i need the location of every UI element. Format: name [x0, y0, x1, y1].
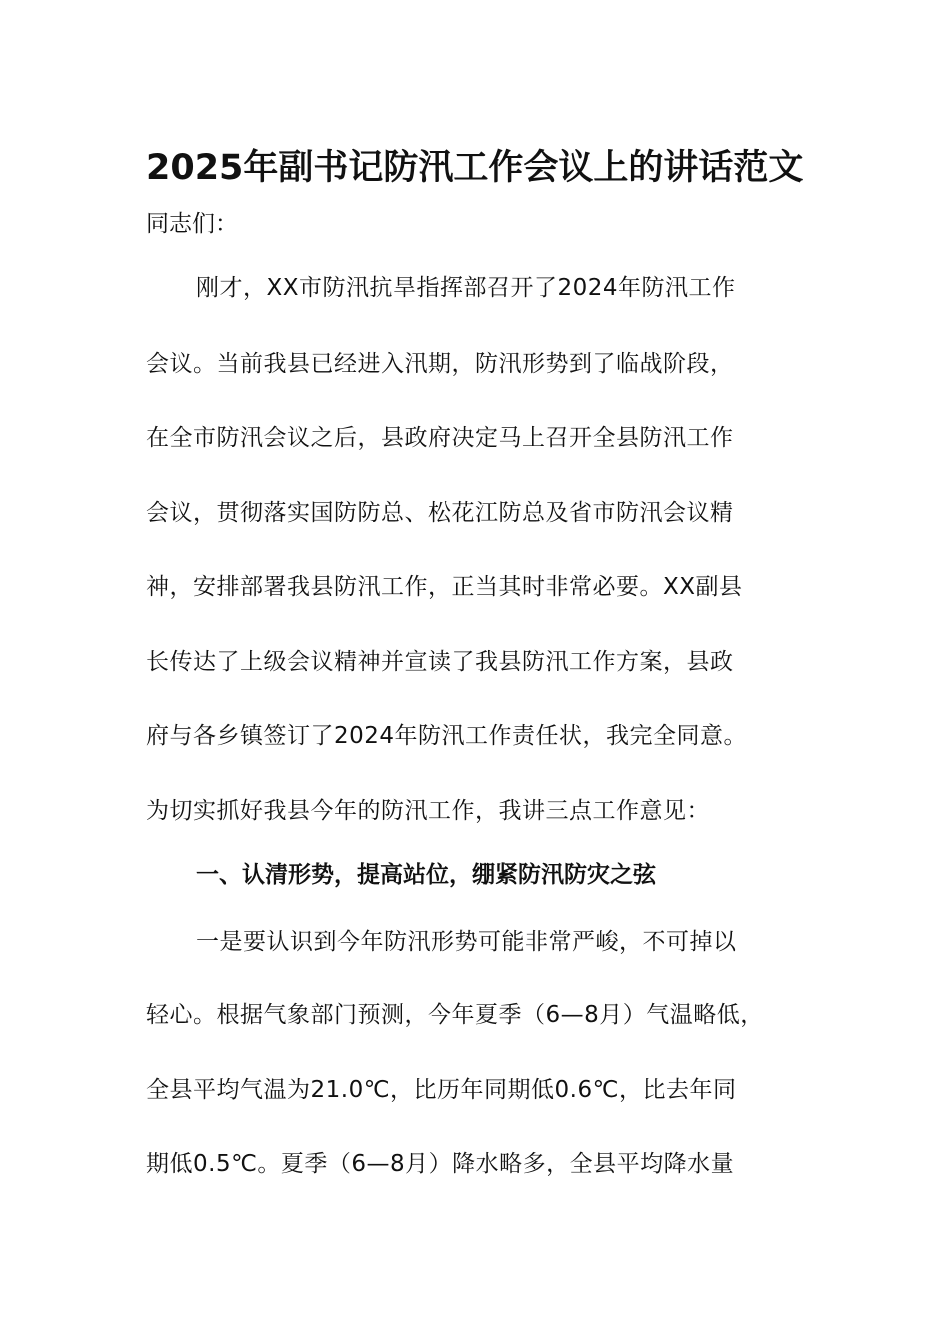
- paragraph-line: 期低0.5℃。夏季（6—8月）降水略多，全县平均降水量: [146, 1151, 735, 1177]
- document-title: 2025年副书记防汛工作会议上的讲话范文: [146, 148, 804, 188]
- paragraph-line: 神，安排部署我县防汛工作，正当其时非常必要。XX副县: [146, 574, 743, 600]
- paragraph-line: 轻心。根据气象部门预测，今年夏季（6—8月）气温略低，: [146, 1002, 764, 1028]
- paragraph-line: 为切实抓好我县今年的防汛工作，我讲三点工作意见：: [146, 798, 710, 824]
- paragraph-line: 会议。当前我县已经进入汛期，防汛形势到了临战阶段，: [146, 351, 734, 377]
- paragraph-line: 府与各乡镇签订了2024年防汛工作责任状，我完全同意。: [146, 723, 748, 749]
- paragraph-line: 长传达了上级会议精神并宣读了我县防汛工作方案，县政: [146, 649, 734, 675]
- section-heading: 一、认清形势，提高站位，绷紧防汛防灾之弦: [196, 862, 656, 888]
- paragraph-line: 全县平均气温为21.0℃，比历年同期低0.6℃，比去年同: [146, 1077, 737, 1103]
- paragraph-line: 在全市防汛会议之后，县政府决定马上召开全县防汛工作: [146, 425, 734, 451]
- paragraph-line: 会议，贯彻落实国防防总、松花江防总及省市防汛会议精: [146, 500, 734, 526]
- paragraph-line: 一是要认识到今年防汛形势可能非常严峻，不可掉以: [196, 929, 737, 955]
- salutation: 同志们：: [146, 211, 238, 237]
- paragraph-line: 刚才，XX市防汛抗旱指挥部召开了2024年防汛工作: [196, 275, 736, 301]
